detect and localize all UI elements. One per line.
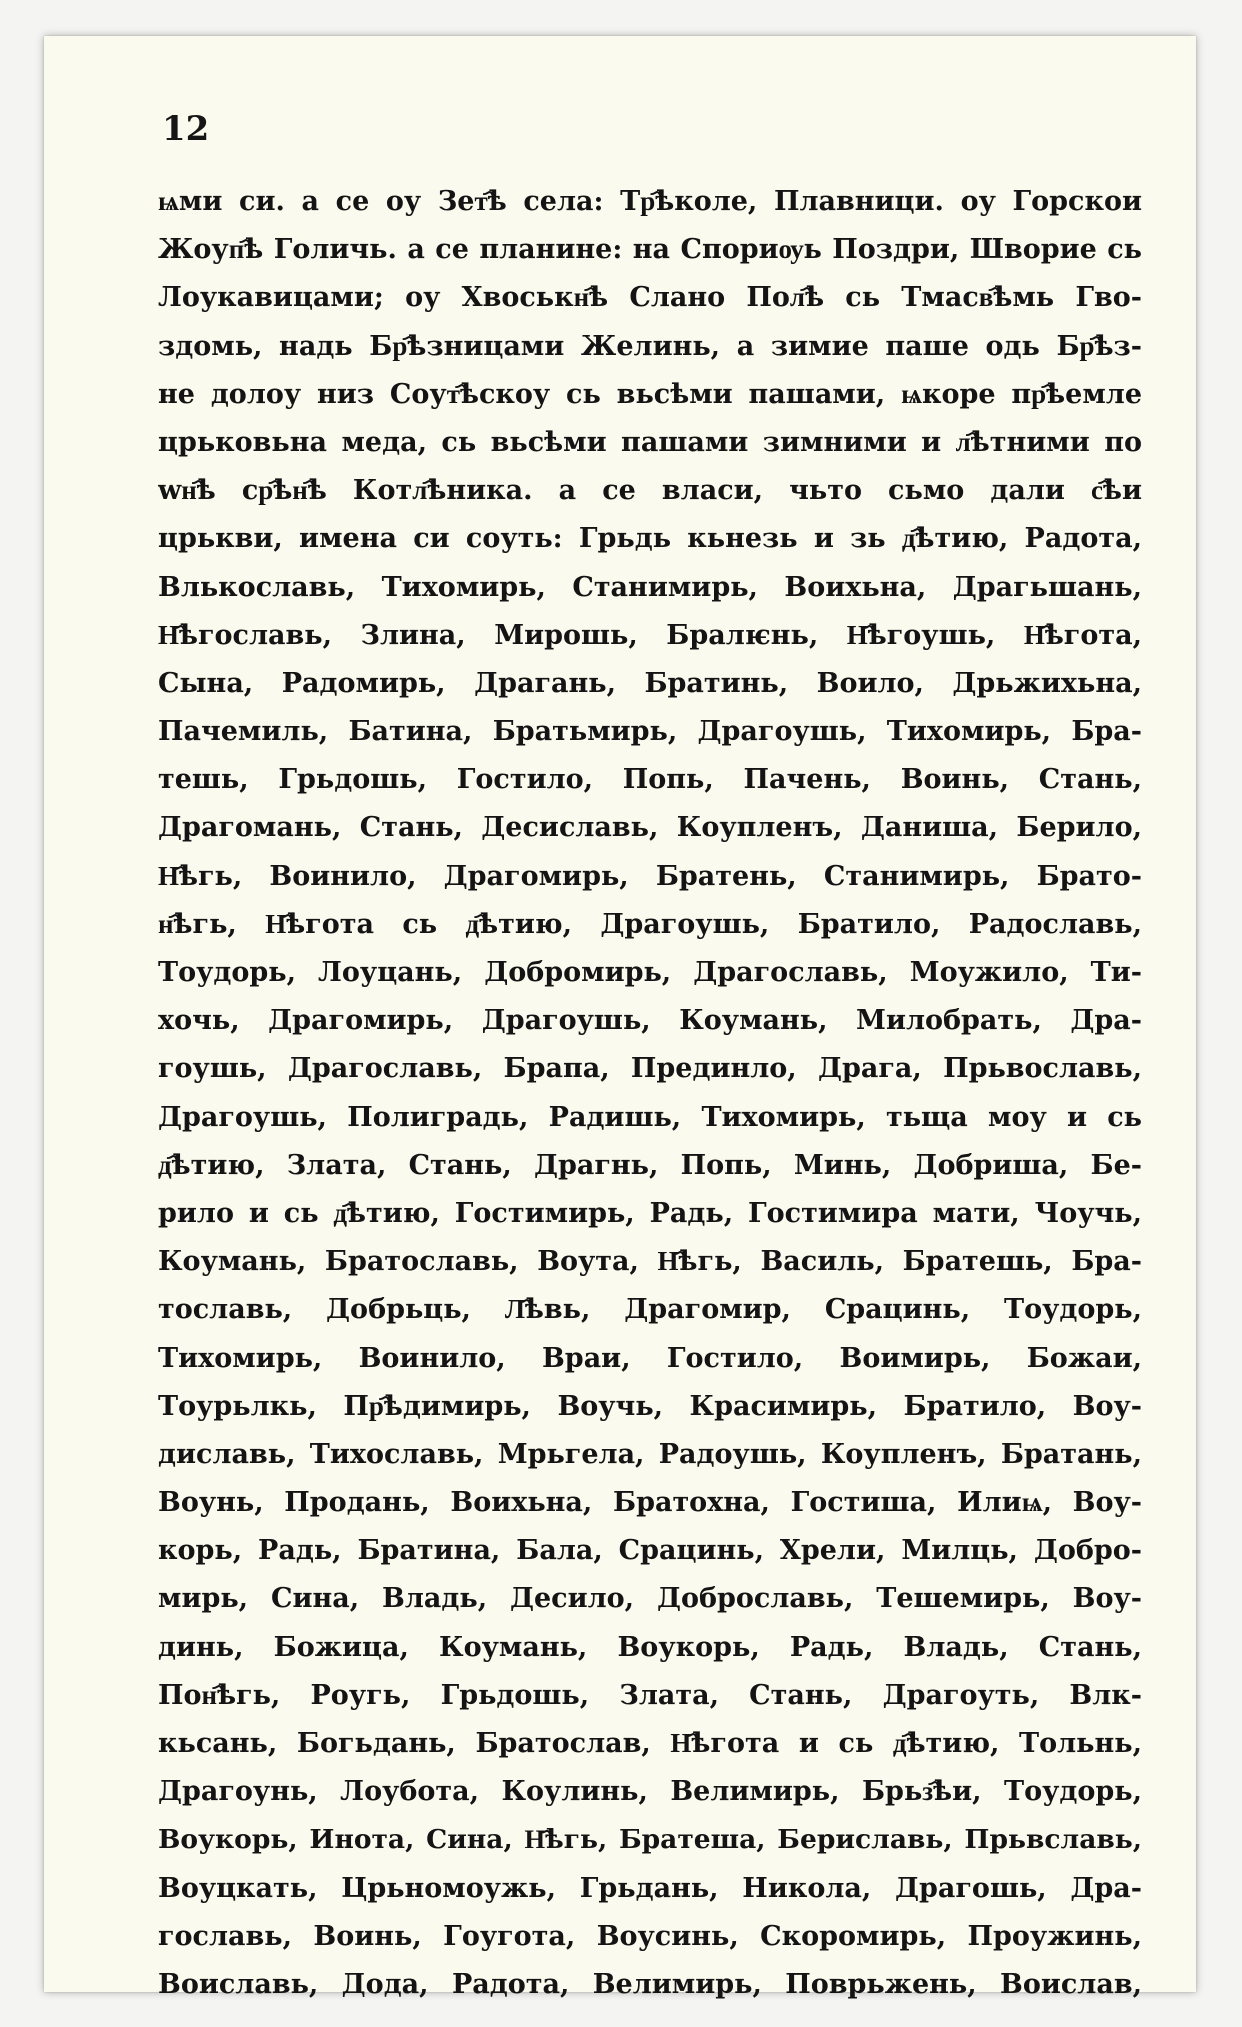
- text-line: Жоуп҄ѣ Голичь. а се планине: на Спориѹь Поздри, Шворие сь: [158, 234, 1142, 266]
- text-line: гославь, Воинь, Гоугота, Воусинь, Скоромирь, Проужинь,: [158, 1920, 1142, 1952]
- text-line: wн҄ѣ ср҄ѣн҄ѣ Котл҄ѣника. а се власи, чьто сьмо дали с҄ѣи: [158, 475, 1142, 507]
- text-line: Воукорь, Инота, Сина, Н҄ѣгь, Братеша, Бериславь, Прьвславь,: [158, 1824, 1142, 1856]
- text-line: Воунь, Продань, Воихьна, Братохна, Гостиша, Илиѩ, Воу-: [158, 1487, 1142, 1519]
- text-line: корь, Радь, Братина, Бала, Срацинь, Хрели, Милць, Добро-: [158, 1535, 1142, 1567]
- text-line: Н҄ѣгославь, Злина, Мирошь, Бралѥнь, Н҄ѣгоушь, Н҄ѣгота,: [158, 619, 1142, 651]
- text-line: Лоукавицами; оу Хвоськн҄ѣ Слано Пол҄ѣ сь Тмасв҄ѣмь Гво-: [158, 282, 1142, 314]
- text-line: Влькославь, Тихомирь, Станимирь, Воихьна, Драгьшань,: [158, 571, 1142, 603]
- text-line: Драгоушь, Полиградь, Радишь, Тихомирь, тьща моу и сь: [158, 1101, 1142, 1133]
- text-line: хочь, Драгомирь, Драгоушь, Коумань, Милобрать, Дра-: [158, 1005, 1142, 1037]
- text-line: Пон҄ѣгь, Роугь, Грьдошь, Злата, Стань, Драгоуть, Влк-: [158, 1679, 1142, 1711]
- text-line: тешь, Грьдошь, Гостило, Попь, Пачень, Воинь, Стань,: [158, 764, 1142, 796]
- text-line: Пачемиль, Батина, Братьмирь, Драгоушь, Тихомирь, Бра-: [158, 716, 1142, 748]
- text-line: Воиславь, Дода, Радота, Велимирь, Поврьжень, Воислав,: [158, 1968, 1142, 2000]
- text-line: н҄ѣгь, Н҄ѣгота сь д҄ѣтию, Драгоушь, Братило, Радославь,: [158, 908, 1142, 940]
- text-line: кьсань, Богьдань, Братослав, Н҄ѣгота и сь д҄ѣтию, Тольнь,: [158, 1728, 1142, 1759]
- text-line: Коумань, Братославь, Воута, Н҄ѣгь, Василь, Братешь, Бра-: [158, 1246, 1142, 1278]
- text-line: мирь, Сина, Владь, Десило, Доброславь, Тешемирь, Воу-: [158, 1583, 1142, 1615]
- text-line: Воуцкать, Црьномоужь, Грьдань, Никола, Драгошь, Дра-: [158, 1872, 1142, 1904]
- text-line: Сына, Радомирь, Драгань, Братинь, Воило, Дрьжихьна,: [158, 667, 1142, 699]
- text-line: диславь, Тихославь, Мрьгела, Радоушь, Коупленъ, Братань,: [158, 1438, 1142, 1470]
- text-line: Драгоунь, Лоубота, Коулинь, Велимирь, Брьз҄ѣи, Тоудорь,: [158, 1776, 1142, 1808]
- text-line: Тоудорь, Лоуцань, Добромирь, Драгославь, Моужило, Ти-: [158, 957, 1142, 988]
- text-line: Н҄ѣгь, Воинило, Драгомирь, Братень, Станимирь, Брато-: [158, 860, 1142, 892]
- text-line: здомь, надь Бр҄ѣзницами Желинь, а зимие паше одь Бр҄ѣз-: [158, 330, 1142, 362]
- document-page: [44, 36, 1196, 2000]
- text-line: не долоу низ Соут҄ѣскоу сь вьсѣми пашами, ѩкоре пр҄ѣемле: [158, 378, 1142, 410]
- text-line: рило и сь д҄ѣтию, Гостимирь, Радь, Гостимира мати, Чоучь,: [158, 1197, 1142, 1229]
- text-body: [158, 178, 1142, 2009]
- text-line: црькви, имена си соуть: Грьдь кьнезь и зь д҄ѣтию, Радота,: [158, 523, 1142, 555]
- text-line: динь, Божица, Коумань, Воукорь, Радь, Владь, Стань,: [158, 1631, 1142, 1663]
- text-line: Драгомань, Стань, Десиславь, Коупленъ, Даниша, Берило,: [158, 812, 1142, 844]
- text-line: ѩми си. а се оу Зет҄ѣ села: Тр҄ѣколе, Плавници. оу Горскои: [158, 186, 1142, 217]
- text-line: Тоурьлкь, Пр҄ѣдимирь, Воучь, Красимирь, Братило, Воу-: [158, 1390, 1142, 1422]
- text-line: Тихомирь, Воинило, Враи, Гостило, Воимирь, Божаи,: [158, 1342, 1142, 1374]
- text-line: гоушь, Драгославь, Брапа, Прединло, Драга, Прьвославь,: [158, 1053, 1142, 1085]
- text-line: д҄ѣтию, Злата, Стань, Драгнь, Попь, Минь, Добриша, Бе-: [158, 1149, 1142, 1181]
- page-number: 12: [162, 109, 210, 149]
- text-line: тославь, Добрьць, Л҄ѣвь, Драгомир, Срацинь, Тоудорь,: [158, 1294, 1142, 1326]
- text-line: црькoвьна меда, сь вьсѣми пашами зимними и л҄ѣтними по: [158, 426, 1142, 458]
